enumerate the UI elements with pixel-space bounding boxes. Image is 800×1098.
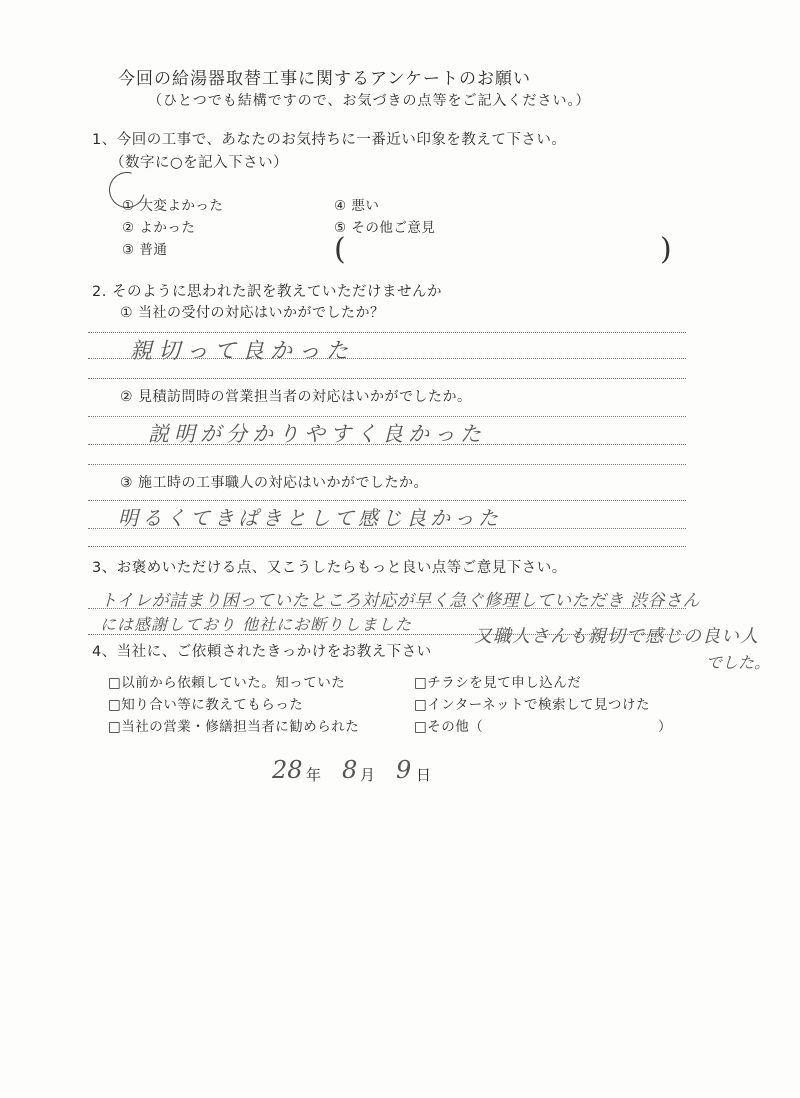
question-3: 3、お褒めいただける点、又こうしたらもっと良い点等ご意見下さい。 [92,560,567,576]
q4-option-acquaintance[interactable]: □知り合い等に教えてもらった [108,697,304,713]
date-day-value[interactable]: 9 [396,756,412,784]
date-year-label: 年 [306,766,322,784]
q2-sub1-answer[interactable]: 親切って良かった [130,339,355,364]
dotted-line [88,416,686,417]
dotted-line [88,332,686,333]
q3-answer-line-2[interactable]: には感謝しており 他社にお断りしました [100,615,413,634]
q3-answer-line-4[interactable]: でした。 [706,653,771,672]
dotted-line [88,378,686,379]
q2-sub3-answer[interactable]: 明るくてきぱきとして感じ良かった [118,506,502,530]
dotted-line [88,528,686,529]
q2-sub1-label: ① 当社の受付の対応はいかがでしたか？ [120,305,385,321]
q2-sub2-label: ② 見積訪問時の営業担当者の対応はいかがでしたか。 [120,389,472,405]
q4-option-sales-staff[interactable]: □当社の営業・修繕担当者に勧められた [108,719,360,735]
dotted-line [88,464,686,465]
date-month-label: 月 [360,766,376,784]
close-paren: ) [660,232,672,267]
dotted-line [88,608,686,609]
survey-title: 今回の給湯器取替工事に関するアンケートのお願い [118,69,531,89]
open-paren: ( [334,232,346,267]
q4-option-flyer[interactable]: □チラシを見て申し込んだ [414,675,582,691]
q1-option-4[interactable]: ④ 悪い [334,198,380,214]
q1-option-3[interactable]: ③ 普通 [122,242,168,258]
question-1-note: （数字に○を記入下さい） [110,155,289,171]
date-month-value[interactable]: 8 [342,756,358,784]
q1-option-5[interactable]: ⑤ その他ご意見 [334,220,436,236]
question-1: 1、今回の工事で、あなたのお気持ちに一番近い印象を教えて下さい。 [92,132,567,148]
date-year-value[interactable]: 28 [272,756,303,784]
question-4: 4、当社に、ご依頼されたきっかけをお教え下さい [92,644,432,660]
survey-subtitle: （ひとつでも結構ですので、お気づきの点等をご記入ください。） [148,93,591,109]
dotted-line [88,444,686,445]
date-day-label: 日 [416,766,432,784]
q1-option-2[interactable]: ② よかった [122,220,196,236]
q4-option-other-close: ） [658,719,672,735]
q2-sub2-answer[interactable]: 説明が分かりやすく良かった [148,422,486,446]
question-2: 2. そのように思われた訳を教えていただけませんか [92,284,442,300]
dotted-line [88,358,686,359]
q4-option-other[interactable]: □その他（ [414,719,484,735]
q4-option-internet[interactable]: □インターネットで検索して見つけた [414,697,651,713]
dotted-line [88,500,686,501]
q4-option-previous-client[interactable]: □以前から依頼していた。知っていた [108,675,346,691]
q3-answer-line-3[interactable]: 又職人さんも親切で感じの良い人 [474,626,759,647]
q1-option-1[interactable]: ① 大変よかった [122,198,224,214]
dotted-line [88,546,686,547]
q3-answer-line-1[interactable]: トイレが詰まり困っていたところ対応が早く急ぐ修理していただき 渋谷さん [100,591,701,611]
q2-sub3-label: ③ 施工時の工事職人の対応はいかがでしたか。 [120,475,428,491]
